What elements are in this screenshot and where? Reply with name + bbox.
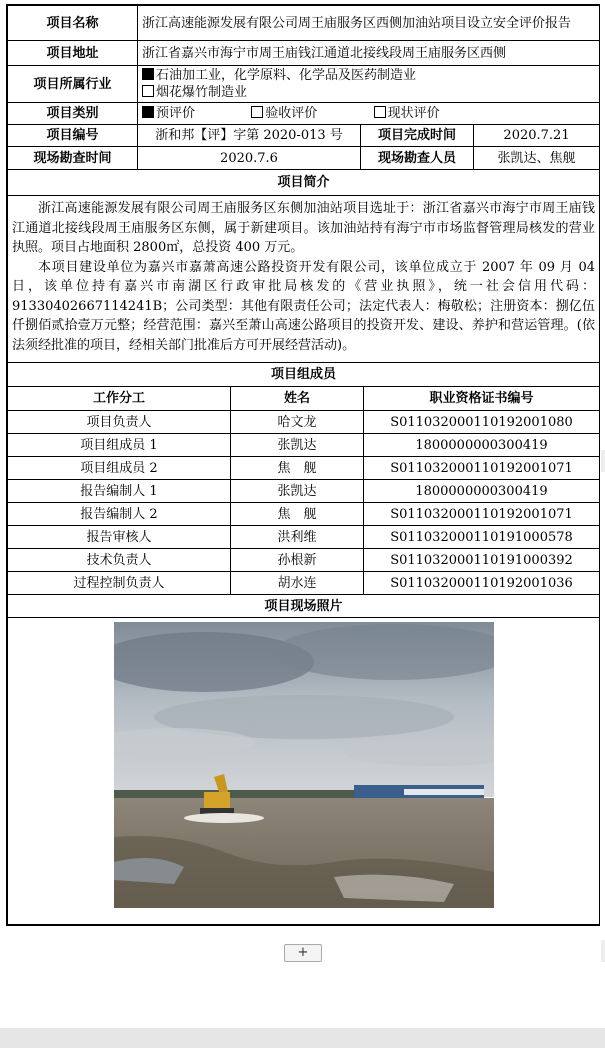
table-row (8, 457, 600, 480)
number-label: 项目编号 (8, 125, 138, 147)
project-address: 浙江省嘉兴市海宁市周王庙钱江通道北接线段周王庙服务区西侧 (138, 41, 600, 66)
expand-button[interactable]: + (284, 944, 322, 962)
intro-body (8, 196, 600, 363)
team-header-cert: 职业资格证书编号 (364, 387, 600, 411)
member-role: 技术负责人 (8, 549, 231, 572)
checkbox-empty-icon (374, 106, 386, 118)
team-title: 项目组成员 (8, 363, 600, 387)
site-photo (114, 622, 494, 908)
member-role: 项目组成员 1 (8, 434, 231, 457)
table-row (8, 480, 600, 503)
member-role: 报告审核人 (8, 526, 231, 549)
category-label: 项目类别 (8, 103, 138, 125)
member-name: 孙根新 (231, 549, 364, 572)
member-cert: 1800000000300419 (364, 480, 600, 503)
scroll-marker (601, 450, 605, 472)
scroll-marker (601, 940, 605, 962)
industry-options (138, 66, 600, 103)
member-cert: 1800000000300419 (364, 434, 600, 457)
intro-paragraph-1: 浙江高速能源发展有限公司周王庙服务区东侧加油站项目选址于：浙江省嘉兴市海宁市周王庙钱江通道北接线段周王庙服务区东侧，属于新建项目。该加油站持有海宁市市场监督管理局核发的营业执照。项目占地面积 2800㎡，总投资 400 万元。 (12, 201, 596, 255)
category-option-status: 现状评价 (387, 106, 440, 121)
table-row (8, 572, 600, 595)
member-name: 洪利维 (231, 526, 364, 549)
site-photo-image (114, 622, 494, 908)
address-label: 项目地址 (8, 41, 138, 66)
member-role: 报告编制人 2 (8, 503, 231, 526)
intro-paragraph-2: 本项目建设单位为嘉兴市嘉萧高速公路投资开发有限公司，该单位成立于 2007 年 09 月 04 日，该单位持有嘉兴市南湖区行政审批局核发的《营业执照》，统一社会信用代码：91330402667114241B；公司类型：其他有限责任公司；法定代表人：梅敬松；注册资本：捌亿伍仟捌佰贰拾壹万元整；经营范围：嘉兴至萧山高速公路项目的投资开发、建设、养护和营运管理。(依法须经批准的项目，经相关部门批准后方可开展经营活动)。 (12, 259, 596, 353)
member-cert: S011032000110192001071 (364, 503, 600, 526)
table-row (8, 549, 600, 572)
project-number: 浙和邦【评】字第 2020-013 号 (138, 125, 361, 147)
checkbox-empty-icon (251, 106, 263, 118)
member-name: 焦 舰 (231, 503, 364, 526)
table-row (8, 503, 600, 526)
member-cert: S011032000110191000578 (364, 526, 600, 549)
industry-option-2: 烟花爆竹制造业 (156, 85, 248, 100)
member-role: 项目组成员 2 (8, 457, 231, 480)
checkbox-checked-icon (142, 106, 154, 118)
team-header-role: 工作分工 (8, 387, 231, 411)
checkbox-empty-icon (142, 85, 154, 97)
survey-time: 2020.7.6 (138, 147, 361, 170)
table-row (8, 411, 600, 434)
table-row (8, 526, 600, 549)
industry-option-1: 石油加工业，化学原料、化学品及医药制造业 (156, 68, 417, 83)
member-name: 张凯达 (231, 480, 364, 503)
member-name: 张凯达 (231, 434, 364, 457)
member-cert: S011032000110192001080 (364, 411, 600, 434)
member-role: 过程控制负责人 (8, 572, 231, 595)
member-name: 哈文龙 (231, 411, 364, 434)
member-name: 焦 舰 (231, 457, 364, 480)
survey-people-label: 现场勘查人员 (361, 147, 474, 170)
member-cert: S011032000110191000392 (364, 549, 600, 572)
industry-label: 项目所属行业 (8, 66, 138, 103)
category-option-acceptance: 验收评价 (265, 106, 318, 121)
survey-time-label: 现场勘查时间 (8, 147, 138, 170)
table-row (8, 434, 600, 457)
footer-bar (0, 1028, 605, 1048)
member-name: 胡水连 (231, 572, 364, 595)
team-header-name: 姓名 (231, 387, 364, 411)
project-name: 浙江高速能源发展有限公司周王庙服务区西侧加油站项目设立安全评价报告 (138, 6, 600, 41)
member-role: 项目负责人 (8, 411, 231, 434)
member-role: 报告编制人 1 (8, 480, 231, 503)
photo-cell (8, 618, 600, 925)
checkbox-checked-icon (142, 68, 154, 80)
member-cert: S011032000110192001036 (364, 572, 600, 595)
report-sheet (6, 4, 600, 926)
member-cert: S011032000110192001071 (364, 457, 600, 480)
photo-title: 项目现场照片 (8, 595, 600, 618)
photo-wrap (8, 618, 599, 924)
finish-label: 项目完成时间 (361, 125, 474, 147)
intro-title: 项目简介 (8, 170, 600, 196)
finish-date: 2020.7.21 (474, 125, 600, 147)
name-label: 项目名称 (8, 6, 138, 41)
team-table (7, 386, 600, 925)
survey-people: 张凯达、焦舰 (474, 147, 600, 170)
category-option-pre: 预评价 (156, 106, 196, 121)
category-options (138, 103, 600, 125)
project-info-table (7, 5, 600, 387)
